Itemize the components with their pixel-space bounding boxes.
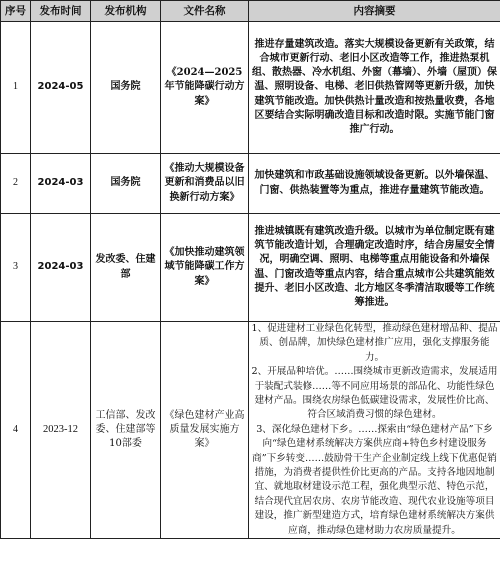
row-summary <box>249 22 500 154</box>
row-index: 1 <box>1 22 31 154</box>
summary-paragraph: 1、促进建材工业绿色化转型，推动绿色建材增品种、提品质、创品牌，加快绿色建材推广应用，强化支撑服务能力。 <box>251 323 498 363</box>
header-document: 文件名称 <box>161 1 249 22</box>
header-date: 发布时间 <box>31 1 91 22</box>
header-issuer: 发布机构 <box>91 1 161 22</box>
summary-paragraph: 3、深化绿色建材下乡。……探索由“绿色建材产品”下乡向“绿色建材系统解决方案供应商+特色乡村建设服务商”下乡转变……鼓励骨干生产企业制定线上线下优惠促销措施，为消费者提供性价比更高的产品。支持各地因地制宜、就地取材建设示范工程，强化典型示范、特色示范，结合现代宜居农房、农房节能改造、现代农业设施等项目建设，推广新型建造方式，培育绿色建材系统解决方案供应商，推动绿色建材助力农房质量提升。 <box>252 423 497 536</box>
row-index: 3 <box>1 214 31 322</box>
row-index: 2 <box>1 154 31 214</box>
row-issuer: 国务院 <box>91 154 161 214</box>
row-summary <box>249 322 500 539</box>
row-document: 《2024—2025年节能降碳行动方案》 <box>161 22 249 154</box>
row-issuer: 国务院 <box>91 22 161 154</box>
row-summary <box>249 214 500 322</box>
row-issuer: 工信部、发改委、住建部等10部委 <box>91 322 161 539</box>
row-index: 4 <box>1 322 31 539</box>
summary-paragraph: 推进城镇既有建筑改造升级。以城市为单位制定既有建筑节能改造计划，合理确定改造时序，结合房屋安全情况，明确空调、照明、电梯等重点用能设备和外墙保温、门窗改造等重点内容，结合重点城市公共建筑能效提升、老旧小区改造、北方地区冬季清洁取暖等工作统筹推进。 <box>254 225 495 308</box>
header-row <box>1 1 500 22</box>
row-date: 2023-12 <box>31 322 91 539</box>
row-summary <box>249 154 500 214</box>
summary-paragraph: 2、开展品种培优。……围绕城市更新改造需求，发展适用于装配式装修……等不同应用场景的部品化、功能性绿色建材产品。围绕农房绿色低碳建设需求，发展性价比高、符合区域消费习惯的绿色建材。 <box>251 366 498 421</box>
row-document: 《绿色建材产业高质量发展实施方案》 <box>161 322 249 539</box>
table-row <box>1 214 500 322</box>
table-row <box>1 22 500 154</box>
row-date: 2024-03 <box>31 154 91 214</box>
header-summary: 内容摘要 <box>249 1 500 22</box>
summary-paragraph: 加快建筑和市政基础设施领域设备更新。以外墙保温、门窗、供热装置等为重点，推进存量建筑节能改造。 <box>254 170 495 196</box>
table-row <box>1 322 500 539</box>
summary-paragraph: 推进存量建筑改造。落实大规模设备更新有关政策，结合城市更新行动、老旧小区改造等工作，推进热泵机组、散热器、冷水机组、外窗（幕墙）、外墙（屋顶）保温、照明设备、电梯、老旧供热管网等更新升级，加快建筑节能改造。加快供热计量改造和按热量收费，各地区要结合实际明确改造目标和改造时限。实施节能门窗推广行动。 <box>252 38 497 135</box>
table-row <box>1 154 500 214</box>
row-issuer: 发改委、住建部 <box>91 214 161 322</box>
row-document: 《推动大规模设备更新和消费品以旧换新行动方案》 <box>161 154 249 214</box>
row-date: 2024-03 <box>31 214 91 322</box>
row-date: 2024-05 <box>31 22 91 154</box>
row-document: 《加快推动建筑领域节能降碳工作方案》 <box>161 214 249 322</box>
header-index: 序号 <box>1 1 31 22</box>
